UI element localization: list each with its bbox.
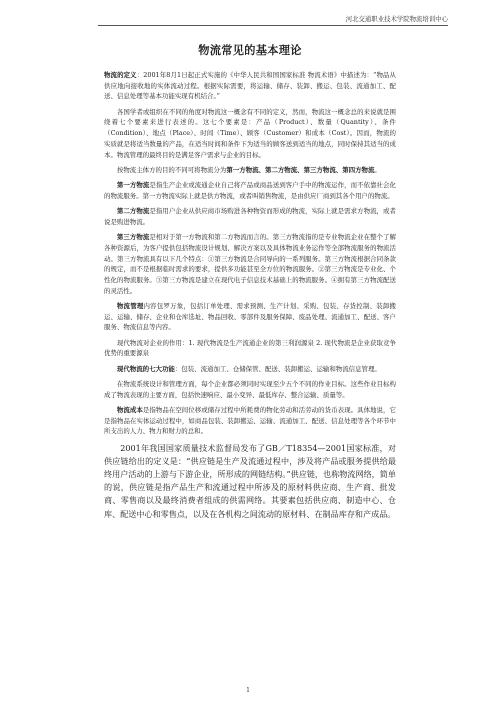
- paragraph-seven-elements: 各国学者或组织在不同的角度对物流这一概念有不同的定义，然而，物流这一概念总的来说就是围绕着七个要素来进行表述的。这七个要素是：产品（Product）、数量（Quantity）、条件（Condition）、地点（Place）、时间（Time）、顾客（Customer）和成本（Cost）。因而，物流的实质就是将适当数量的产品，在适当时间和条件下为适当的顾客送到适当的地点，同时保持其适当的成本。物流管理的最终目的是满足客户需求与企业的目标。: [104, 107, 396, 159]
- paragraph-third-party: 第三方物流是相对于第一方物流和第二方物流而言的。第三方物流指的是专业物流企业在整个了解各种资源后，为客户提供包括物流设计规划、解决方案以及具体物流业务运作等全部物流服务的物流活动。第三方物流具有以下几个特点：①第三方物流是合同导向的一系列服务。第三方物流根据合同条款的规定，而不是根据临时需求的要求，提供多功能甚至全方位的物流服务。②第三方物流是专业化、个性化的物流服务。③第三方物流是建立在现代电子信息技术基础上的物流服务。④拥有第三方物流配送的灵活性。: [104, 233, 396, 295]
- document-title: 物流常见的基本理论: [198, 44, 302, 57]
- paragraph-supply-chain: 2001年我国国家质量技术监督局发布了GB／T18354—2001国家标准，对供应链给出的定义是：“供应链是生产及流通过程中，涉及将产品或服务提供给最终用户活动的上游与下游企业，所形成的网链结构。”供应链，也称物流网络，简单的说，供应链是指产品生产和流通过程中所涉及的原材料供应商、生产商、批发商、零售商以及最终消费者组成的供需网络。其要素包括供应商、制造中心、仓库、配送中心和零售点，以及在各机构之间流动的原材料、在制品库存和产成品。: [104, 442, 396, 519]
- header-text: 河北交通职业技术学院物流培训中心: [345, 15, 448, 23]
- paragraph-operational-goals: 在物流系统设计和管理方面，每个企业都必须同时实现至少五个不同的作业目标。这些作业目标构成了物流表现的主要方面，包括快速响应、最小变异、最低库存、整合运输、质量等。: [104, 379, 396, 399]
- paragraph-logistics-definition: 物流的定义：2001年8月1日起正式实施的《中华人民共和国国家标准 物流术语》中描述为：“物品从供应地向接收地的实体流动过程。根据实际需要，将运输、储存、装卸、搬运、包装、流通加工、配送、信息处理等基本功能实现有机结合。”: [104, 71, 396, 101]
- paragraph-seven-functions: 现代物流的七大功能：包装、流通加工、仓储保管、配送、装卸搬运、运输和物流信息管理。: [116, 364, 381, 373]
- paragraph-enterprise-role: 现代物流对企业的作用：1. 现代物流是生产流通企业的第三利润源泉 2. 现代物流是企业获取竞争优势的重要源泉: [104, 338, 396, 358]
- paragraph-logistics-types: 按物流主体方的目的不同可将物流分为第一方物流、第二方物流、第三方物流、第四方物流。: [116, 165, 381, 174]
- paragraph-logistics-cost: 物流成本是指物品在空间位移或储存过程中所耗费的物化劳动和活劳动的货币表现。具体地说，它是指物品在实体运动过程中，如商品包装、装卸搬运、运输、流通加工、配送、信息处理等各个环节中所支出的人力、物力和财力的总和。: [104, 405, 396, 436]
- paragraph-logistics-management: 物流管理内容包罗万象，包括订单处理、需求预测、生产计划、采购、包装、存货控制、装卸搬运、运输、储存、企业和仓库选址、物品回收、零部件及服务保障、废品处理、流通加工、配送、客户服务、物流信息等内容。: [104, 301, 396, 332]
- document-body: [104, 42, 396, 525]
- page-header: [0, 14, 496, 28]
- paragraph-first-party: 第一方物流是指生产企业或流通企业自己将产品或商品送到客户手中的物流运作，而不依靠社会化的物流服务。第一方物流实际上就是供方物流，或者叫销售物流，是由供应厂商到其各个用户的物流。: [104, 181, 396, 200]
- paragraph-second-party: 第二方物流是指用户企业从供应商市场购进各种物资而形成的物流，实际上就是需求方物流，或者说是购进物流。: [104, 207, 396, 226]
- header-rule: [98, 25, 448, 26]
- page-number: 1: [246, 687, 250, 694]
